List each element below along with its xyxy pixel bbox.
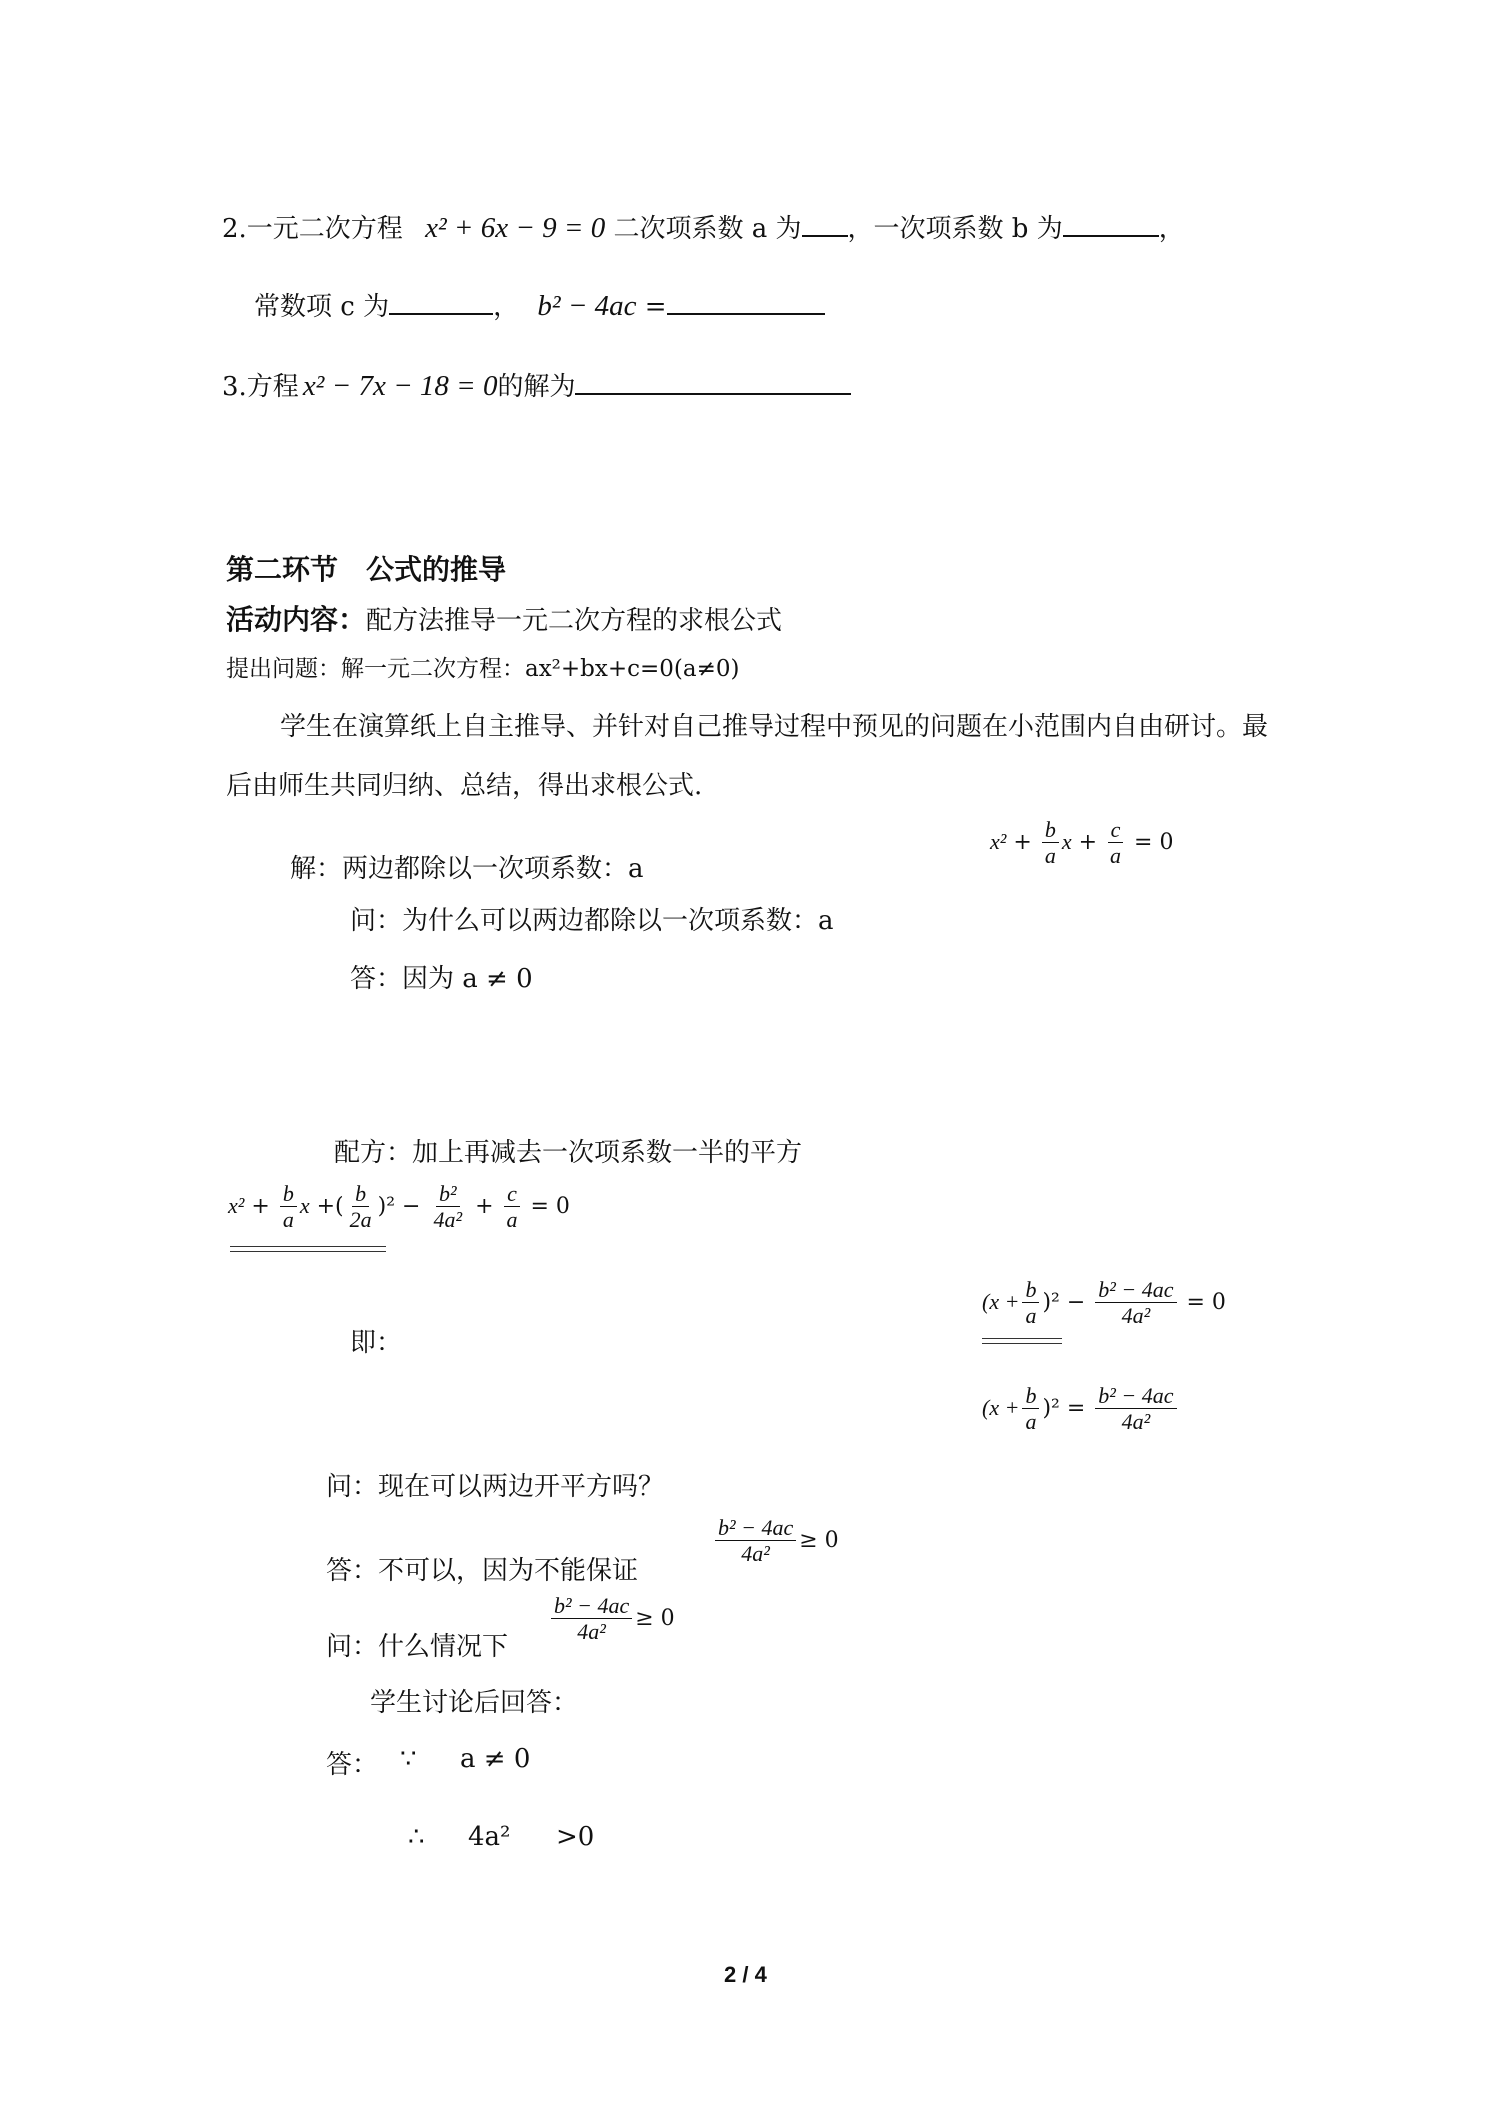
equation-square-result bbox=[982, 1384, 1180, 1434]
ineq1-num: b² − 4ac bbox=[715, 1516, 796, 1541]
paragraph-line-2: 后由师生共同归纳、总结，得出求根公式. bbox=[226, 771, 703, 801]
students-discuss: 学生讨论后回答： bbox=[370, 1688, 579, 1718]
eq2-bsq: b² bbox=[436, 1182, 460, 1207]
q3-equation: x² − 7x − 18 = 0 bbox=[302, 370, 498, 402]
therefore-symbol: ∴ bbox=[408, 1822, 425, 1852]
blank-b[interactable] bbox=[1063, 211, 1159, 237]
eq3-den: 4a² bbox=[1121, 1303, 1151, 1329]
inequality-2 bbox=[548, 1594, 675, 1644]
answer-sqrt: 答：不可以，因为不能保证 bbox=[326, 1556, 639, 1586]
q2-label: 2.一元二次方程 bbox=[222, 214, 403, 244]
discriminant: b² − 4ac bbox=[537, 290, 637, 322]
eq2-minus: − bbox=[402, 1194, 421, 1220]
ji-label: 即： bbox=[350, 1328, 403, 1358]
four-a-squared: 4a² bbox=[468, 1822, 511, 1852]
eq2-plus: + bbox=[251, 1194, 270, 1220]
eq2-eq0: = 0 bbox=[530, 1194, 570, 1220]
eq4-b: b bbox=[1022, 1384, 1039, 1409]
q2-comma: ， bbox=[1158, 214, 1185, 244]
eq2-x: x bbox=[299, 1193, 310, 1219]
eq1-x2: x² bbox=[990, 829, 1007, 855]
eq3-minus: − bbox=[1066, 1290, 1086, 1316]
activity-line bbox=[226, 598, 782, 638]
question-2-line1 bbox=[222, 208, 1185, 245]
double-underline-2 bbox=[982, 1338, 1062, 1344]
eq2-a: a bbox=[282, 1207, 294, 1233]
eq1-plus2: + bbox=[1078, 830, 1098, 856]
eq4-den: 4a² bbox=[1121, 1409, 1151, 1435]
answer-why: 答：因为 a ≠ 0 bbox=[350, 964, 533, 994]
blank-disc[interactable] bbox=[667, 289, 825, 315]
eq2-open: ( bbox=[335, 1194, 344, 1220]
because-symbol: ∵ bbox=[400, 1744, 417, 1774]
double-underline-1 bbox=[230, 1246, 386, 1252]
eq3-lparen: (x + bbox=[982, 1289, 1020, 1315]
eq2-c: c bbox=[504, 1182, 520, 1207]
question-why: 问：为什么可以两边都除以一次项系数：a bbox=[350, 906, 834, 936]
blank-solution[interactable] bbox=[575, 369, 851, 395]
step-complete-square: 配方：加上再减去一次项系数一半的平方 bbox=[334, 1138, 803, 1168]
eq3-b: b bbox=[1022, 1278, 1039, 1303]
eq1-c: c bbox=[1108, 818, 1124, 843]
eq4-rparen: )² bbox=[1042, 1396, 1060, 1422]
equation-divided bbox=[990, 818, 1173, 868]
eq2-b2: b bbox=[352, 1182, 369, 1207]
eq3-num: b² − 4ac bbox=[1095, 1278, 1176, 1303]
eq3-a: a bbox=[1025, 1303, 1037, 1329]
blank-c[interactable] bbox=[389, 289, 493, 315]
eq1-a2: a bbox=[1110, 843, 1122, 869]
disc-eq-sign: = bbox=[636, 292, 667, 322]
greater-than-zero: >0 bbox=[556, 1822, 595, 1852]
q3-label: 3.方程 bbox=[222, 372, 299, 402]
eq2-a2: a bbox=[506, 1207, 518, 1233]
eq1-b: b bbox=[1042, 818, 1059, 843]
eq2-plus3: + bbox=[475, 1194, 494, 1220]
equation-complete-square bbox=[228, 1182, 570, 1232]
eq1-plus: + bbox=[1013, 830, 1032, 856]
ineq1-den: 4a² bbox=[741, 1541, 770, 1567]
eq4-eq: = bbox=[1066, 1396, 1086, 1422]
question-when: 问：什么情况下 bbox=[326, 1632, 509, 1662]
answer-label: 答： bbox=[326, 1750, 379, 1780]
page-number: 2 / 4 bbox=[724, 1962, 767, 1987]
q3-after: 的解为 bbox=[497, 372, 576, 402]
eq3-eq0: = 0 bbox=[1186, 1290, 1226, 1316]
activity-text: 配方法推导一元二次方程的求根公式 bbox=[366, 606, 783, 636]
inequality-1 bbox=[712, 1516, 839, 1566]
paragraph-line-1: 学生在演算纸上自主推导、并针对自己推导过程中预见的问题在小范围内自由研讨。最 bbox=[280, 712, 1269, 742]
question-sqrt: 问：现在可以两边开平方吗？ bbox=[326, 1472, 665, 1502]
ineq2-den: 4a² bbox=[577, 1619, 606, 1645]
eq1-x: x bbox=[1061, 829, 1072, 855]
blank-a[interactable] bbox=[802, 211, 848, 237]
question-2-line2 bbox=[254, 286, 825, 323]
question-3 bbox=[222, 366, 851, 403]
eq3-rparen: )² bbox=[1042, 1290, 1060, 1316]
ineq2-num: b² − 4ac bbox=[551, 1594, 632, 1619]
eq4-num: b² − 4ac bbox=[1095, 1384, 1176, 1409]
eq2-x2: x² bbox=[228, 1193, 245, 1219]
eq4-a: a bbox=[1025, 1409, 1037, 1435]
activity-label: 活动内容： bbox=[226, 603, 367, 636]
q2-equation: x² + 6x − 9 = 0 bbox=[425, 212, 606, 244]
step-divide: 解：两边都除以一次项系数：a bbox=[290, 854, 644, 884]
problem-statement: 提出问题：解一元二次方程：ax²+bx+c=0(a≠0) bbox=[226, 656, 740, 682]
eq2-4asq: 4a² bbox=[433, 1207, 463, 1233]
eq2-close: )² bbox=[377, 1194, 396, 1220]
eq2-b: b bbox=[280, 1182, 297, 1207]
ineq1-ge0: ≥ 0 bbox=[799, 1528, 839, 1554]
q2-a-text: 二次项系数 a 为 bbox=[613, 214, 802, 244]
eq1-eq0: = 0 bbox=[1134, 830, 1174, 856]
q2-comma2: ， bbox=[493, 292, 520, 322]
a-not-zero: a ≠ 0 bbox=[460, 1744, 531, 1774]
eq4-lparen: (x + bbox=[982, 1395, 1020, 1421]
eq2-plus2: + bbox=[316, 1194, 336, 1220]
eq1-a: a bbox=[1044, 843, 1056, 869]
equation-square-form bbox=[982, 1278, 1226, 1328]
ineq2-ge0: ≥ 0 bbox=[635, 1606, 675, 1632]
q2-b-text: ，一次项系数 b 为 bbox=[847, 214, 1063, 244]
eq2-2a: 2a bbox=[349, 1207, 372, 1233]
section-title: 第二环节 公式的推导 bbox=[226, 553, 507, 586]
q2-c-text: 常数项 c 为 bbox=[254, 292, 390, 322]
